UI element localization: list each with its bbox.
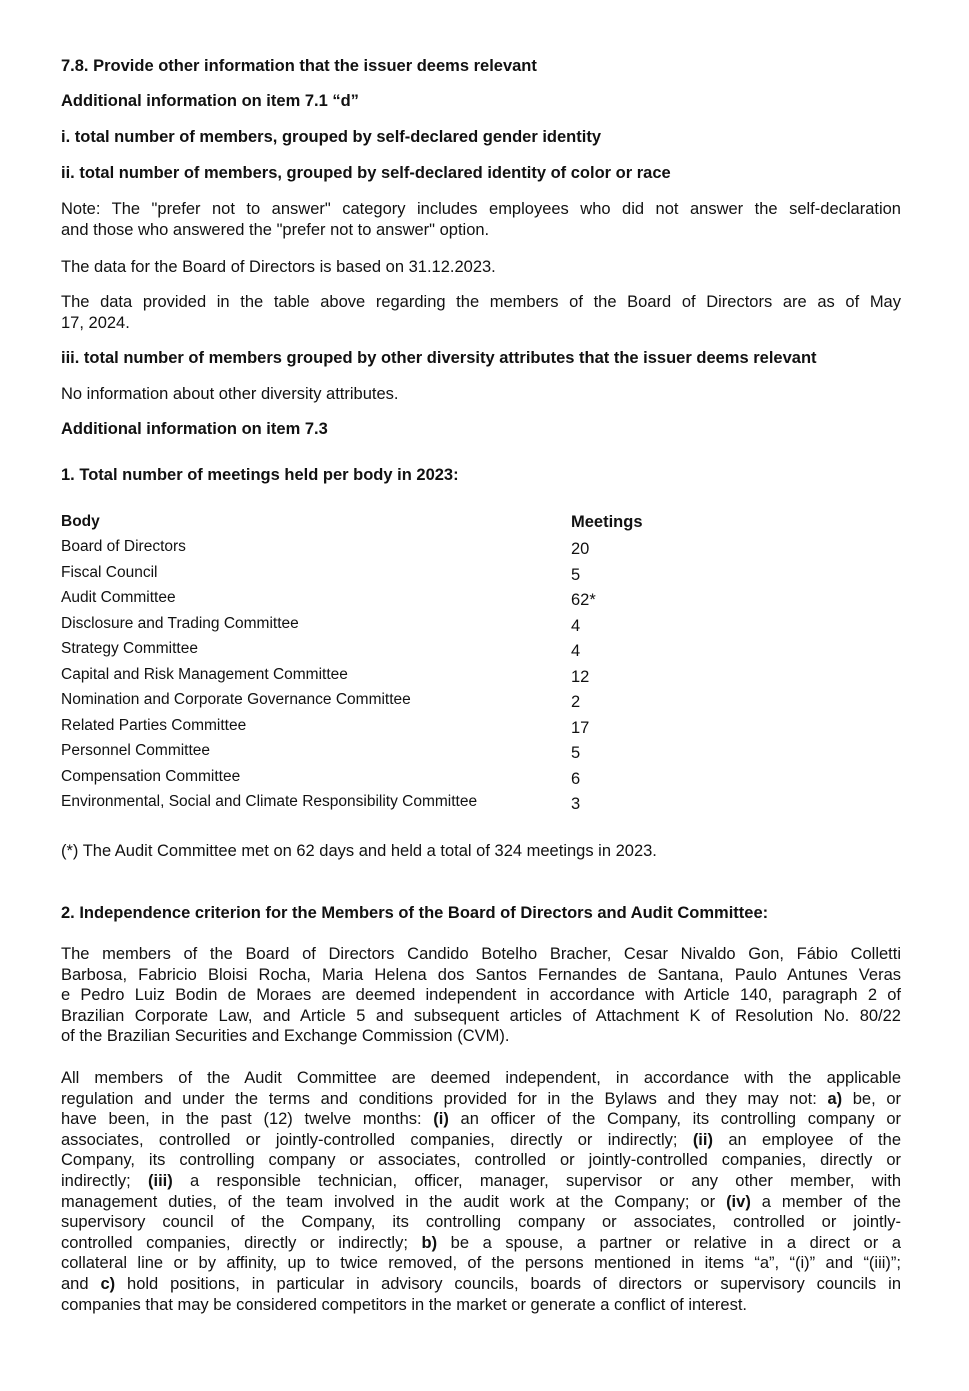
item-ii-heading: ii. total number of members, grouped by self-declared identity of color or race: [61, 164, 671, 182]
bold-marker: c): [100, 1274, 116, 1293]
table-row: [61, 640, 701, 662]
meeting-count: 20: [571, 540, 590, 558]
paragraph-line: The data provided in the table above regarding the members of the Board of Directors are as of May: [61, 293, 901, 311]
item-i-heading: i. total number of members, grouped by self-declared gender identity: [61, 128, 602, 146]
meeting-count: 62*: [571, 591, 596, 609]
paragraph-line: [61, 1171, 901, 1192]
body-name: Related Parties Committee: [61, 717, 247, 734]
body-name: Environmental, Social and Climate Responsibility Committee: [61, 793, 478, 810]
paragraph-line: [61, 1233, 901, 1254]
table-row: [61, 742, 701, 764]
body-name: Capital and Risk Management Committee: [61, 666, 348, 683]
paragraph-line: [61, 1068, 901, 1089]
paragraph-line: [61, 1150, 901, 1171]
column-header-body: Body: [61, 513, 100, 530]
meeting-count: 5: [571, 744, 581, 762]
paragraph-line: [61, 1192, 901, 1213]
paragraph-line: [61, 1109, 901, 1130]
text-segment: hold positions, in particular in advisory councils, boards of directors or supervisory councils in: [115, 1274, 901, 1293]
text-segment: companies that may be considered competitors in the market or generate a conflict of interest.: [61, 1295, 748, 1314]
meeting-count: 6: [571, 770, 581, 788]
body-name: Audit Committee: [61, 589, 176, 606]
independence-heading: 2. Independence criterion for the Members of the Board of Directors and Audit Committee:: [61, 904, 769, 922]
table-row: [61, 538, 701, 560]
body-name: Fiscal Council: [61, 564, 158, 581]
meetings-heading: 1. Total number of meetings held per body in 2023:: [61, 466, 459, 484]
text-segment: have been, in the past (12) twelve months:: [61, 1110, 434, 1129]
text-segment: associates, controlled or jointly-controlled companies, directly or indirectly;: [61, 1130, 693, 1149]
body-name: Disclosure and Trading Committee: [61, 615, 299, 632]
no-info-text: No information about other diversity attributes.: [61, 385, 399, 403]
text-segment: be, or: [842, 1089, 901, 1108]
paragraph-line: [61, 1274, 901, 1295]
table-row: [61, 564, 701, 586]
paragraph-line: e Pedro Luiz Bodin de Moraes are deemed independent in accordance with Article 140, paragraph 2 of: [61, 986, 901, 1005]
subheading-item-7-3: Additional information on item 7.3: [61, 420, 328, 438]
text-segment: indirectly;: [61, 1171, 148, 1190]
table-row: [61, 615, 701, 637]
bold-marker: a): [827, 1089, 843, 1108]
table-row: [61, 589, 701, 611]
text-segment: a responsible technician, officer, manager, supervisor or any other member, with: [172, 1171, 901, 1190]
text-segment: be a spouse, a partner or relative in a direct or a: [437, 1233, 901, 1252]
paragraph-line: Brazilian Corporate Law, and Article 5 and subsequent articles of Attachment K of Resolution No. 80/22: [61, 1006, 901, 1025]
bold-marker: (iii): [147, 1171, 173, 1190]
section-title: 7.8. Provide other information that the issuer deems relevant: [61, 57, 537, 75]
paragraph-line: [61, 1130, 901, 1151]
body-name: Board of Directors: [61, 538, 186, 555]
meeting-count: 4: [571, 617, 581, 635]
body-name: Personnel Committee: [61, 742, 211, 759]
text-segment: an officer of the Company, its controlling company or: [448, 1110, 901, 1129]
body-name: Nomination and Corporate Governance Committee: [61, 691, 411, 708]
text-segment: an employee of the: [712, 1130, 901, 1149]
audit-independence-paragraph: [61, 1068, 901, 1315]
paragraph-line: Barbosa, Fabricio Bloisi Rocha, Maria Helena dos Santos Fernandes de Santana, Paulo Antunes Veras: [61, 965, 901, 984]
board-data-date: The data for the Board of Directors is based on 31.12.2023.: [61, 258, 496, 276]
note-line: and those who answered the "prefer not to answer" option.: [61, 220, 490, 239]
text-segment: management duties, of the team involved in the audit work at the Company; or: [61, 1192, 727, 1211]
text-segment: All members of the Audit Committee are deemed independent, in accordance with the applicable: [61, 1069, 901, 1087]
audit-footnote: (*) The Audit Committee met on 62 days and held a total of 324 meetings in 2023.: [61, 842, 657, 860]
note-paragraph: [61, 199, 901, 240]
meeting-count: 3: [571, 795, 581, 813]
text-segment: collateral line or by affinity, up to twice removed, of the persons mentioned in items “a”, “(i)” and “(iii)”;: [61, 1254, 901, 1273]
text-segment: controlled companies, directly or indirectly;: [61, 1233, 422, 1252]
item-iii-heading: iii. total number of members grouped by other diversity attributes that the issuer deems relevant: [61, 349, 817, 367]
text-segment: supervisory council of the Company, its controlling company or associates, controlled or jointly-: [61, 1213, 901, 1232]
bold-marker: (iv): [726, 1192, 751, 1211]
paragraph-line: [61, 1295, 901, 1316]
meeting-count: 2: [571, 693, 581, 711]
paragraph-line: of the Brazilian Securities and Exchange Commission (CVM).: [61, 1027, 510, 1046]
table-row: [61, 666, 701, 688]
table-row: [61, 768, 701, 790]
meeting-count: 12: [571, 668, 590, 686]
body-name: Compensation Committee: [61, 768, 241, 785]
table-above-paragraph: [61, 292, 901, 333]
bold-marker: b): [421, 1233, 438, 1252]
body-name: Strategy Committee: [61, 640, 198, 657]
table-row: [61, 793, 701, 815]
subheading-item-7-1: Additional information on item 7.1 “d”: [61, 92, 359, 110]
bold-marker: (i): [433, 1110, 449, 1129]
meeting-count: 4: [571, 642, 581, 660]
paragraph-line: [61, 1089, 901, 1110]
text-segment: and: [61, 1274, 101, 1293]
board-independence-paragraph: [61, 944, 901, 1047]
bold-marker: (ii): [692, 1130, 713, 1149]
paragraph-line: 17, 2024.: [61, 313, 130, 332]
paragraph-line: [61, 1212, 901, 1233]
table-row: [61, 717, 701, 739]
table-row: [61, 691, 701, 713]
table-header-row: [61, 513, 701, 535]
paragraph-line: [61, 1253, 901, 1274]
note-line: Note: The "prefer not to answer" category includes employees who did not answer the self-declaration: [61, 200, 901, 218]
meeting-count: 5: [571, 566, 581, 584]
column-header-meetings: Meetings: [571, 513, 643, 531]
text-segment: regulation and under the terms and conditions provided for in the Bylaws and they may not:: [61, 1089, 828, 1108]
text-segment: Company, its controlling company or associates, controlled or jointly-controlled companies, directly or: [61, 1151, 901, 1170]
meeting-count: 17: [571, 719, 590, 737]
paragraph-line: The members of the Board of Directors Candido Botelho Bracher, Cesar Nivaldo Gon, Fábio Colletti: [61, 945, 901, 963]
text-segment: a member of the: [750, 1192, 901, 1211]
